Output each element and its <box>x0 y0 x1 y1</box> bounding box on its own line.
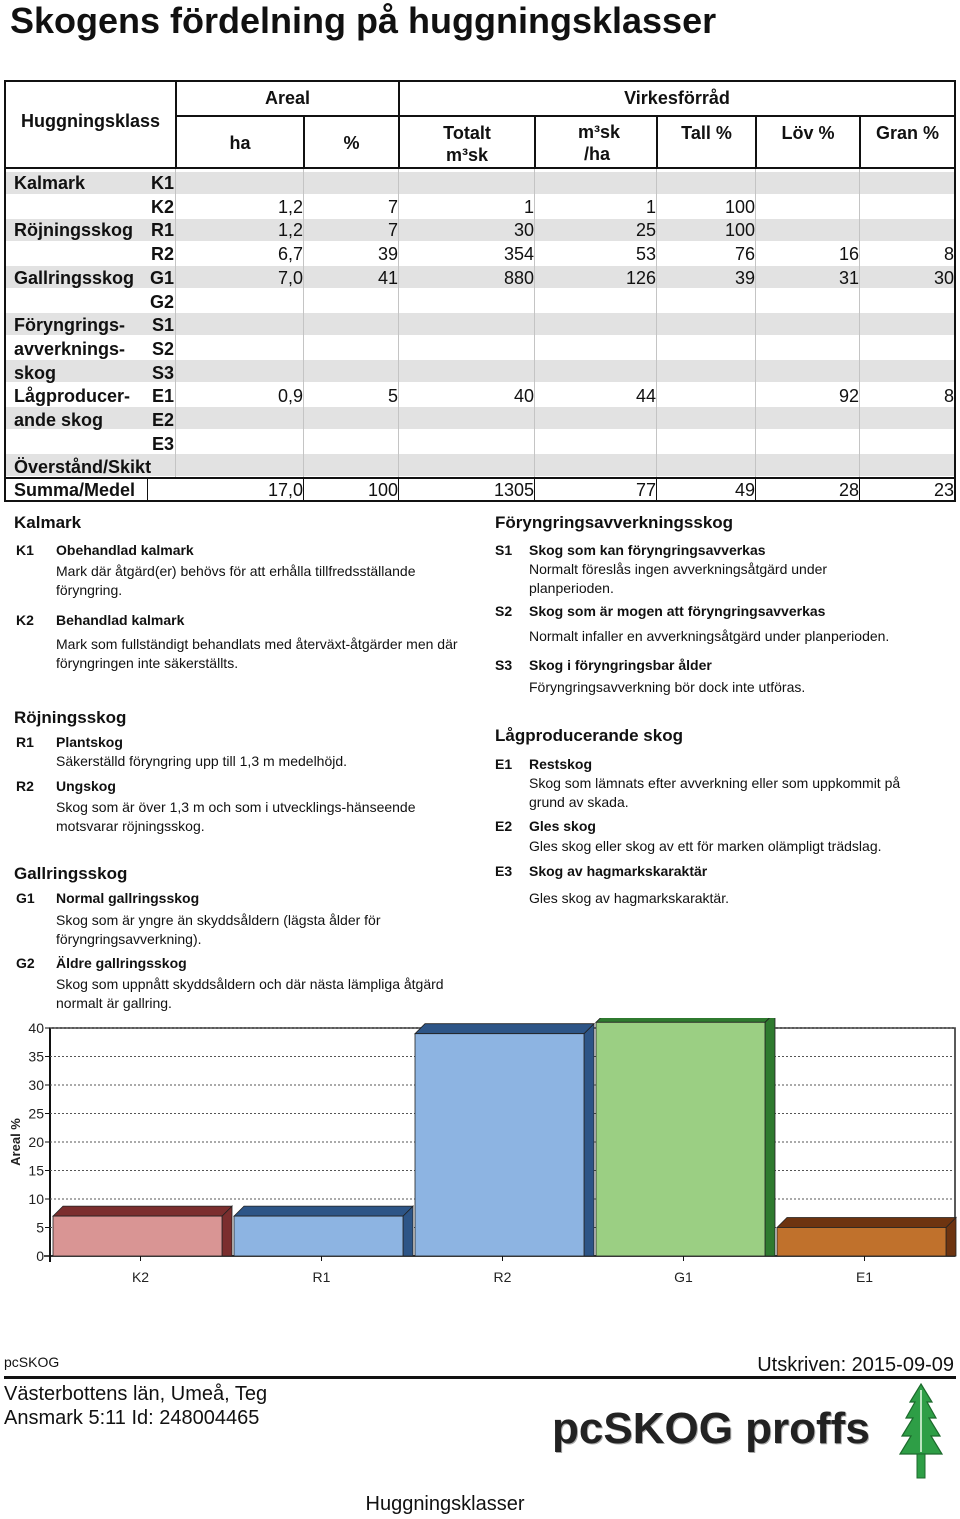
x-tick-label: K2 <box>131 1269 150 1285</box>
bar-top <box>53 1206 232 1216</box>
summary-pct: 100 <box>367 480 398 500</box>
header-huggningsklass: Huggningsklass <box>20 111 161 131</box>
desc-text: Skog som uppnått skyddsåldern och där nästa lämpliga åtgärd normalt är gallring. <box>56 976 444 1011</box>
row-value-gran: 8 <box>943 244 954 264</box>
row-value-pct: 7 <box>387 197 398 217</box>
desc-text: Normalt infaller en avverkningsåtgärd under planperioden. <box>529 628 890 644</box>
bar-side <box>765 1018 775 1256</box>
desc-text: Säkerställd föryngring upp till 1,3 m medelhöjd. <box>56 753 348 769</box>
desc-title: Obehandlad kalmark <box>56 542 194 558</box>
row-label: skog <box>14 363 57 383</box>
desc-title: Behandlad kalmark <box>56 612 185 628</box>
row-value-tall: 100 <box>724 197 755 217</box>
desc-text: Gles skog av hagmarkskaraktär. <box>529 890 729 906</box>
row-code: E2 <box>151 410 174 430</box>
y-tick-label: 10 <box>28 1191 44 1207</box>
areal-bar-chart <box>0 1018 960 1298</box>
summary-msk-ha: 77 <box>635 480 656 500</box>
y-tick-label: 20 <box>28 1134 44 1150</box>
desc-code: G2 <box>16 955 35 971</box>
row-value-tall: 100 <box>724 220 755 240</box>
header-pct: % <box>343 133 360 153</box>
kalmark-heading: Kalmark <box>14 513 82 532</box>
desc-code: S3 <box>495 657 513 673</box>
row-label: Lågproducer- <box>14 386 131 406</box>
y-tick-label: 30 <box>28 1077 44 1093</box>
row-label: Överstånd/Skikt <box>14 457 152 477</box>
row-value-ha_vol: 53 <box>635 244 656 264</box>
page-caption: Huggningsklasser <box>365 1493 525 1515</box>
desc-text: Mark som fullständigt behandlats med återväxt-åtgärder men där föryngringen inte säkerställts. <box>56 636 458 671</box>
y-tick-label: 40 <box>28 1020 44 1036</box>
header-totalt: Totalt m³sk <box>443 123 491 165</box>
desc-text: Normalt föreslås ingen avverkningsåtgärd under planperioden. <box>529 561 828 596</box>
row-value-ha: 6,7 <box>277 244 303 264</box>
row-value-lov: 16 <box>838 244 859 264</box>
row-value-tall: 39 <box>734 268 755 288</box>
row-label: Röjningsskog <box>14 220 134 240</box>
x-tick-label: R1 <box>312 1269 331 1285</box>
huggningsklass-table <box>4 80 956 502</box>
summary-tall: 49 <box>734 480 755 500</box>
y-tick-label: 35 <box>28 1048 44 1065</box>
row-code: R1 <box>150 220 174 240</box>
header-virkesforrad: Virkesförråd <box>624 88 730 108</box>
header-gran: Gran % <box>875 123 940 143</box>
row-value-tot: 1 <box>523 197 534 217</box>
desc-title: Skog som kan föryngringsavverkas <box>529 542 766 558</box>
desc-title: Normal gallringsskog <box>56 890 200 906</box>
desc-title: Skog som är mogen att föryngringsavverkas <box>529 603 826 619</box>
row-value-pct: 5 <box>387 386 398 406</box>
header-areal: Areal <box>264 88 311 108</box>
summary-label: Summa/Medel <box>14 480 136 500</box>
desc-code: E1 <box>495 756 513 772</box>
row-label: ande skog <box>14 410 104 430</box>
desc-code: G1 <box>16 890 35 906</box>
desc-code: R1 <box>16 734 34 750</box>
row-code: S1 <box>151 315 174 335</box>
desc-code: R2 <box>16 778 34 794</box>
desc-title: Äldre gallringsskog <box>56 955 187 971</box>
chart-svg <box>0 1018 960 1298</box>
x-tick-label: R2 <box>493 1269 512 1285</box>
row-value-ha: 0,9 <box>277 386 303 406</box>
row-code: E3 <box>151 434 174 454</box>
header-tall: Tall % <box>681 123 732 143</box>
desc-title: Restskog <box>529 756 593 772</box>
desc-text: Skog som lämnats efter avverkning eller som uppkommit på grund av skada. <box>529 775 901 810</box>
bar-e1 <box>777 1228 946 1257</box>
y-tick-label: 5 <box>36 1219 44 1236</box>
gallring-heading: Gallringsskog <box>14 864 128 883</box>
row-value-pct: 39 <box>377 244 398 264</box>
row-value-tot: 30 <box>513 220 534 240</box>
row-label: Föryngrings- <box>14 315 125 335</box>
print-date: Utskriven: 2015-09-09 <box>757 1354 954 1376</box>
row-value-ha: 7,0 <box>277 268 303 288</box>
tree-logo-icon <box>898 1382 944 1480</box>
row-value-ha: 1,2 <box>277 220 303 240</box>
desc-text: Skog som är yngre än skyddsåldern (lägsta ålder för föryngringsavverkning). <box>56 912 381 947</box>
row-code: K1 <box>150 173 174 193</box>
y-tick-label: 15 <box>28 1162 44 1179</box>
bar-top <box>415 1024 594 1034</box>
summary-gran: 23 <box>933 480 954 500</box>
row-value-ha_vol: 1 <box>645 197 656 217</box>
row-value-pct: 41 <box>377 268 398 288</box>
row-value-ha_vol: 25 <box>635 220 656 240</box>
bar-k2 <box>53 1216 222 1256</box>
header-msk-per-ha: m³sk /ha <box>578 122 621 164</box>
row-code: G2 <box>149 292 174 312</box>
row-value-ha_vol: 44 <box>635 386 656 406</box>
row-value-lov: 92 <box>838 386 859 406</box>
header-lov: Löv % <box>781 123 835 143</box>
x-tick-label: E1 <box>855 1269 874 1285</box>
desc-text: Mark där åtgärd(er) behövs för att erhålla tillfredsställande föryngring. <box>56 563 416 598</box>
page-title: Skogens fördelning på huggningsklasser <box>10 0 717 41</box>
pcskog-logo: pcSKOG proffs <box>552 1404 870 1453</box>
app-name: pcSKOG <box>4 1354 60 1370</box>
row-code: S3 <box>151 363 174 383</box>
footer-location: Västerbottens län, Umeå, Teg Ansmark 5:11 Id: 248004465 <box>4 1383 268 1429</box>
bar-top <box>234 1206 413 1216</box>
desc-text: Skog som är över 1,3 m och som i utvecklings-hänseende motsvarar röjningsskog. <box>56 799 416 834</box>
desc-text: Föryngringsavverkning bör dock inte utföras. <box>529 679 806 695</box>
row-code: K2 <box>150 197 174 217</box>
desc-text: Gles skog eller skog av ett för marken olämpligt trädslag. <box>529 838 882 854</box>
row-value-tot: 40 <box>513 386 534 406</box>
desc-title: Gles skog <box>529 818 596 834</box>
row-code: S2 <box>151 339 174 359</box>
summary-lov: 28 <box>838 480 859 500</box>
row-value-tot: 354 <box>503 244 534 264</box>
bar-r1 <box>234 1216 403 1256</box>
header-ha: ha <box>229 133 251 153</box>
row-value-tot: 880 <box>503 268 534 288</box>
y-axis-label: Areal % <box>8 1118 23 1166</box>
row-code: G1 <box>149 268 174 288</box>
bar-side <box>584 1024 594 1256</box>
summary-ha: 17,0 <box>267 480 303 500</box>
desc-code: E2 <box>495 818 513 834</box>
summary-tot: 1305 <box>493 480 534 500</box>
row-value-gran: 30 <box>933 268 954 288</box>
desc-title: Skog i föryngringsbar ålder <box>529 657 712 673</box>
row-label: Gallringsskog <box>14 268 135 288</box>
y-tick-label: 0 <box>36 1248 44 1264</box>
foryngring-heading: Föryngringsavverkningsskog <box>495 513 734 532</box>
lagprod-heading: Lågproducerande skog <box>495 726 683 745</box>
bar-r2 <box>415 1034 584 1256</box>
row-value-tall: 76 <box>734 244 755 264</box>
row-value-pct: 7 <box>387 220 398 240</box>
desc-code: S2 <box>495 603 513 619</box>
row-label: Kalmark <box>14 173 86 193</box>
bar-top <box>596 1018 775 1022</box>
row-code: E1 <box>151 386 174 406</box>
bar-top <box>777 1218 956 1228</box>
row-value-ha: 1,2 <box>277 197 303 217</box>
desc-code: K2 <box>16 612 34 628</box>
desc-code: S1 <box>495 542 513 558</box>
row-code: R2 <box>150 244 174 264</box>
row-label: avverknings- <box>14 339 126 359</box>
row-value-gran: 8 <box>943 386 954 406</box>
rojning-heading: Röjningsskog <box>14 708 127 727</box>
x-tick-label: G1 <box>674 1269 693 1285</box>
desc-title: Plantskog <box>56 734 123 750</box>
desc-code: K1 <box>16 542 34 558</box>
desc-code: E3 <box>495 863 513 879</box>
footer-divider <box>4 1376 956 1379</box>
row-value-ha_vol: 126 <box>625 268 656 288</box>
desc-title: Ungskog <box>56 778 116 794</box>
y-tick-label: 25 <box>28 1105 44 1122</box>
bar-g1 <box>596 1022 765 1256</box>
desc-title: Skog av hagmarkskaraktär <box>529 863 708 879</box>
row-value-lov: 31 <box>838 268 859 288</box>
